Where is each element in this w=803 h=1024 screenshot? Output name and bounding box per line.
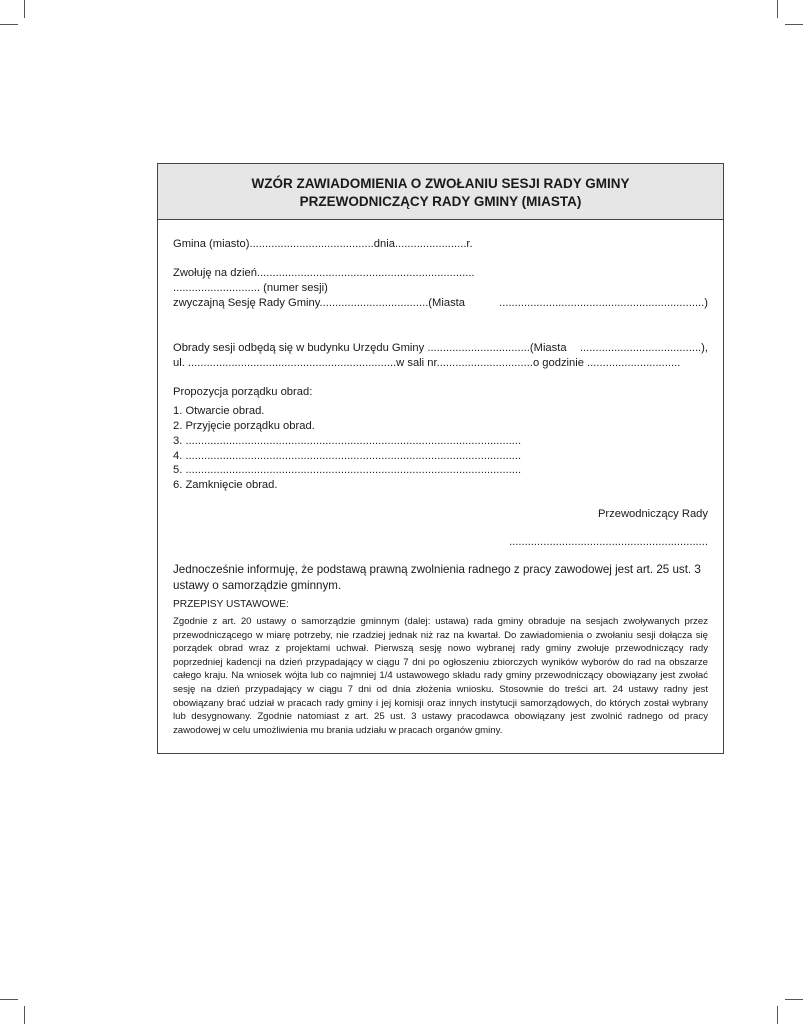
crop-mark <box>777 0 778 18</box>
crop-mark <box>0 24 18 25</box>
form-header <box>158 164 723 220</box>
zwyczajna-sesja-left: zwyczajną Sesję Rady Gminy...................................(Miasta <box>173 297 465 309</box>
zwoluje-line: Zwołuję na dzień...................................................................... <box>173 267 475 279</box>
crop-mark <box>785 999 803 1000</box>
ul-line: ul. ...................................................................w sali nr...............................o godzinie .............................. <box>173 357 681 369</box>
agenda-item: 1. Otwarcie obrad. <box>173 405 265 417</box>
agenda-item: 6. Zamknięcie obrad. <box>173 479 278 491</box>
agenda-item: 2. Przyjęcie porządku obrad. <box>173 420 315 432</box>
numer-sesji-line: ............................ (numer sesji) <box>173 282 328 294</box>
agenda-item: 3. ............................................................................................................ <box>173 435 522 447</box>
legal-paragraph: Zgodnie z art. 20 ustawy o samorządzie gminnym (dalej: ustawa) rada gminy obraduje na sesjach zwoływanych przez przewodniczącego w miarę potrzeby, nie rzadziej jednak niż raz na kwartał. Do zawiadomienia o zwołaniu sesji dołącza się porządek obrad wraz z projektami uchwał. Pierwszą sesję nowo wybranej rady gminy zwołuje przewodniczący rady poprzedniej kadencji na dzień przypadający w ciągu 7 dni po ogłoszeniu zbiorczych wyników wyborów do rad na obszarze całego kraju. Na wniosek wójta lub co najmniej 1/4 ustawowego składu rady gminy przewodniczący obowiązany jest zwołać sesję na dzień przypadający w ciągu 7 dni od dnia złożenia wniosku. Stosownie do treści art. 24 ustawy radny jest obowiązany brać udział w pracach rady gminy i jej komisji oraz innych instytucji samorządowych, do których został wybrany lub desygnowany. Zgodnie natomiast z art. 25 ust. 3 ustawy pracodawca obowiązany jest zwolnić radnego od pracy zawodowej w celu umożliwienia mu brania udziału w pracach organów gminy. <box>173 616 708 736</box>
crop-mark <box>24 0 25 18</box>
crop-mark <box>785 24 803 25</box>
form-subtitle: PRZEWODNICZĄCY RADY GMINY (MIASTA) <box>299 193 582 209</box>
zwyczajna-sesja-right: ..................................................................) <box>499 297 708 309</box>
crop-mark <box>0 999 18 1000</box>
gmina-line: Gmina (miasto)........................................dnia.......................r. <box>173 238 473 250</box>
legal-heading: PRZEPISY USTAWOWE: <box>173 599 289 610</box>
signature-label: Przewodniczący Rady <box>597 508 708 520</box>
agenda-item: 5. ............................................................................................................ <box>173 464 522 476</box>
crop-mark <box>24 1006 25 1024</box>
info-paragraph: Jednocześnie informuję, że podstawą prawną zwolnienia radnego z pracy zawodowej jest art. 25 ust. 3 ustawy o samorządzie gminnym. <box>173 563 701 592</box>
zwyczajna-sesja-line <box>173 296 708 311</box>
agenda-item: 4. ............................................................................................................ <box>173 450 522 462</box>
agenda-heading: Propozycja porządku obrad: <box>173 386 313 398</box>
obrady-line <box>173 341 708 356</box>
obrady-right: .......................................), <box>579 342 708 354</box>
obrady-left: Obrady sesji odbędą się w budynku Urzędu Gminy .................................(Miasta <box>173 342 567 354</box>
crop-mark <box>777 1006 778 1024</box>
form-template <box>157 163 724 754</box>
signature-line: ................................................................ <box>509 536 708 548</box>
form-title: WZÓR ZAWIADOMIENIA O ZWOŁANIU SESJI RADY GMINY <box>251 175 630 191</box>
